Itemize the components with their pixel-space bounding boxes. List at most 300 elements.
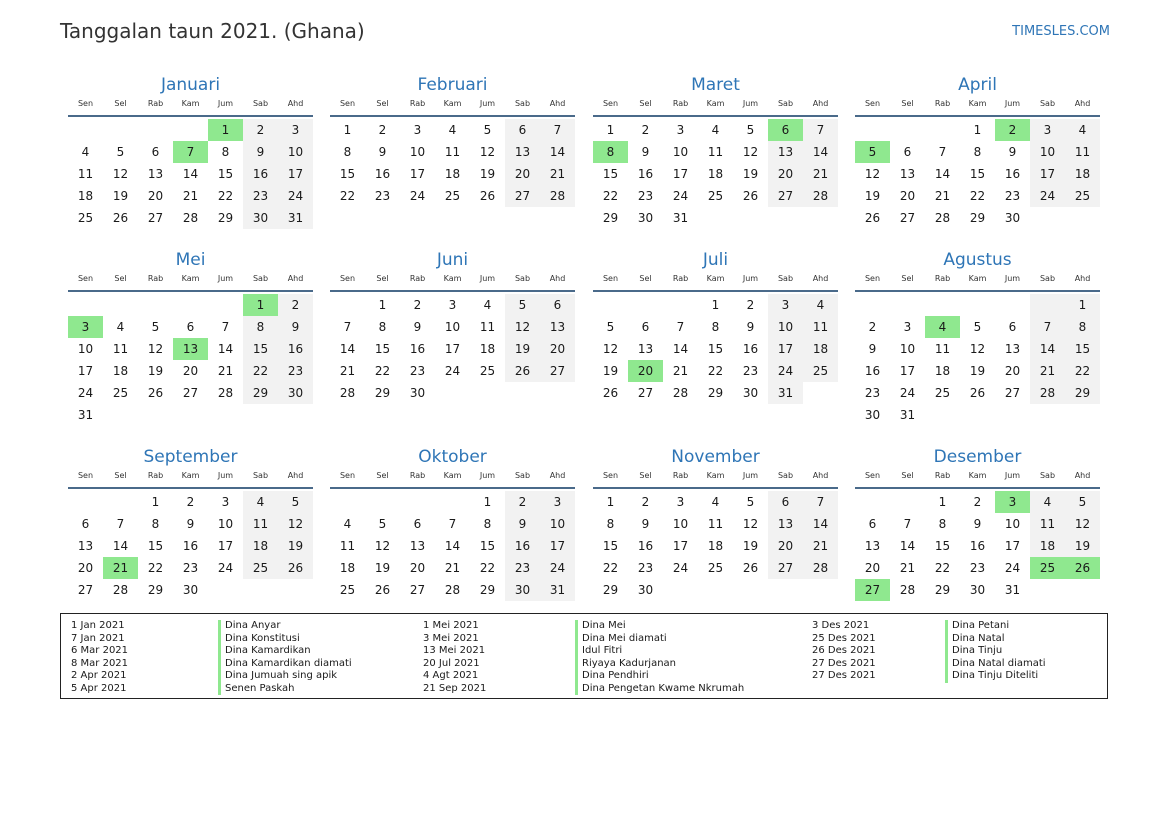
day-cell[interactable]: 16 <box>182 539 199 553</box>
day-cell[interactable]: 29 <box>707 386 724 400</box>
day-cell[interactable]: 13 <box>768 513 803 535</box>
day-cell[interactable]: 12 <box>864 167 881 181</box>
day-cell[interactable]: 14 <box>899 539 916 553</box>
day-cell[interactable]: 10 <box>217 517 234 531</box>
day-cell[interactable]: 30 <box>243 207 278 229</box>
day-cell[interactable]: 6 <box>151 145 160 159</box>
day-cell[interactable]: 12 <box>742 145 759 159</box>
day-cell[interactable]: 15 <box>1065 338 1100 360</box>
day-cell[interactable]: 16 <box>969 539 986 553</box>
holiday-day-cell[interactable]: 20 <box>628 360 663 382</box>
day-cell[interactable]: 21 <box>803 535 838 557</box>
day-cell[interactable]: 26 <box>278 557 313 579</box>
holiday-day-cell[interactable]: 1 <box>243 294 278 316</box>
day-cell[interactable]: 14 <box>803 141 838 163</box>
day-cell[interactable]: 11 <box>112 342 129 356</box>
day-cell[interactable]: 15 <box>243 338 278 360</box>
day-cell[interactable]: 9 <box>973 517 982 531</box>
day-cell[interactable]: 26 <box>742 561 759 575</box>
day-cell[interactable]: 4 <box>711 495 720 509</box>
day-cell[interactable]: 24 <box>899 386 916 400</box>
day-cell[interactable]: 5 <box>746 123 755 137</box>
day-cell[interactable]: 21 <box>1030 360 1065 382</box>
day-cell[interactable]: 7 <box>221 320 230 334</box>
day-cell[interactable]: 28 <box>444 583 461 597</box>
day-cell[interactable]: 28 <box>1030 382 1065 404</box>
day-cell[interactable]: 13 <box>768 141 803 163</box>
day-cell[interactable]: 10 <box>768 316 803 338</box>
day-cell[interactable]: 3 <box>676 123 685 137</box>
day-cell[interactable]: 17 <box>77 364 94 378</box>
day-cell[interactable]: 20 <box>864 561 881 575</box>
holiday-day-cell[interactable]: 3 <box>68 316 103 338</box>
day-cell[interactable]: 23 <box>182 561 199 575</box>
day-cell[interactable]: 27 <box>409 583 426 597</box>
day-cell[interactable]: 21 <box>339 364 356 378</box>
day-cell[interactable]: 3 <box>448 298 457 312</box>
day-cell[interactable]: 26 <box>969 386 986 400</box>
day-cell[interactable]: 12 <box>374 539 391 553</box>
day-cell[interactable]: 2 <box>505 491 540 513</box>
day-cell[interactable]: 26 <box>374 583 391 597</box>
day-cell[interactable]: 4 <box>1030 491 1065 513</box>
day-cell[interactable]: 18 <box>803 338 838 360</box>
day-cell[interactable]: 3 <box>903 320 912 334</box>
day-cell[interactable]: 19 <box>112 189 129 203</box>
day-cell[interactable]: 1 <box>606 495 615 509</box>
day-cell[interactable]: 6 <box>903 145 912 159</box>
day-cell[interactable]: 25 <box>803 360 838 382</box>
day-cell[interactable]: 24 <box>672 189 689 203</box>
day-cell[interactable]: 31 <box>672 211 689 225</box>
day-cell[interactable]: 3 <box>221 495 230 509</box>
day-cell[interactable]: 24 <box>409 189 426 203</box>
day-cell[interactable]: 4 <box>483 298 492 312</box>
day-cell[interactable]: 13 <box>899 167 916 181</box>
day-cell[interactable]: 30 <box>969 583 986 597</box>
day-cell[interactable]: 2 <box>278 294 313 316</box>
site-link[interactable]: TIMESLES.COM <box>1012 24 1110 39</box>
day-cell[interactable]: 10 <box>899 342 916 356</box>
day-cell[interactable]: 30 <box>1004 211 1021 225</box>
day-cell[interactable]: 8 <box>343 145 352 159</box>
day-cell[interactable]: 13 <box>147 167 164 181</box>
day-cell[interactable]: 28 <box>803 185 838 207</box>
day-cell[interactable]: 20 <box>182 364 199 378</box>
day-cell[interactable]: 3 <box>1030 119 1065 141</box>
day-cell[interactable]: 25 <box>707 561 724 575</box>
day-cell[interactable]: 14 <box>339 342 356 356</box>
holiday-day-cell[interactable]: 2 <box>995 119 1030 141</box>
day-cell[interactable]: 20 <box>540 338 575 360</box>
day-cell[interactable]: 16 <box>637 167 654 181</box>
holiday-day-cell[interactable]: 6 <box>768 119 803 141</box>
day-cell[interactable]: 22 <box>217 189 234 203</box>
day-cell[interactable]: 18 <box>707 167 724 181</box>
day-cell[interactable]: 6 <box>505 119 540 141</box>
day-cell[interactable]: 18 <box>707 539 724 553</box>
day-cell[interactable]: 4 <box>1065 119 1100 141</box>
day-cell[interactable]: 16 <box>278 338 313 360</box>
day-cell[interactable]: 28 <box>899 583 916 597</box>
day-cell[interactable]: 9 <box>505 513 540 535</box>
holiday-day-cell[interactable]: 7 <box>173 141 208 163</box>
day-cell[interactable]: 25 <box>1065 185 1100 207</box>
day-cell[interactable]: 9 <box>868 342 877 356</box>
day-cell[interactable]: 9 <box>641 517 650 531</box>
day-cell[interactable]: 19 <box>505 338 540 360</box>
day-cell[interactable]: 27 <box>637 386 654 400</box>
day-cell[interactable]: 17 <box>278 163 313 185</box>
holiday-day-cell[interactable]: 1 <box>208 119 243 141</box>
day-cell[interactable]: 11 <box>1030 513 1065 535</box>
day-cell[interactable]: 12 <box>112 167 129 181</box>
day-cell[interactable]: 6 <box>768 491 803 513</box>
day-cell[interactable]: 10 <box>278 141 313 163</box>
day-cell[interactable]: 8 <box>973 145 982 159</box>
day-cell[interactable]: 12 <box>278 513 313 535</box>
day-cell[interactable]: 13 <box>864 539 881 553</box>
day-cell[interactable]: 5 <box>378 517 387 531</box>
day-cell[interactable]: 7 <box>116 517 125 531</box>
day-cell[interactable]: 15 <box>707 342 724 356</box>
day-cell[interactable]: 27 <box>147 211 164 225</box>
day-cell[interactable]: 16 <box>637 539 654 553</box>
day-cell[interactable]: 17 <box>409 167 426 181</box>
day-cell[interactable]: 12 <box>969 342 986 356</box>
day-cell[interactable]: 22 <box>934 561 951 575</box>
day-cell[interactable]: 5 <box>483 123 492 137</box>
day-cell[interactable]: 9 <box>378 145 387 159</box>
day-cell[interactable]: 18 <box>1030 535 1065 557</box>
day-cell[interactable]: 14 <box>182 167 199 181</box>
day-cell[interactable]: 14 <box>672 342 689 356</box>
day-cell[interactable]: 19 <box>742 167 759 181</box>
day-cell[interactable]: 6 <box>868 517 877 531</box>
day-cell[interactable]: 1 <box>711 298 720 312</box>
day-cell[interactable]: 31 <box>540 579 575 601</box>
day-cell[interactable]: 21 <box>803 163 838 185</box>
day-cell[interactable]: 22 <box>374 364 391 378</box>
day-cell[interactable]: 4 <box>116 320 125 334</box>
day-cell[interactable]: 24 <box>1030 185 1065 207</box>
day-cell[interactable]: 13 <box>1004 342 1021 356</box>
day-cell[interactable]: 29 <box>1065 382 1100 404</box>
day-cell[interactable]: 20 <box>505 163 540 185</box>
day-cell[interactable]: 16 <box>864 364 881 378</box>
day-cell[interactable]: 10 <box>672 145 689 159</box>
day-cell[interactable]: 4 <box>81 145 90 159</box>
day-cell[interactable]: 20 <box>77 561 94 575</box>
day-cell[interactable]: 20 <box>409 561 426 575</box>
day-cell[interactable]: 21 <box>899 561 916 575</box>
day-cell[interactable]: 24 <box>444 364 461 378</box>
day-cell[interactable]: 15 <box>602 539 619 553</box>
day-cell[interactable]: 23 <box>742 364 759 378</box>
day-cell[interactable]: 1 <box>378 298 387 312</box>
day-cell[interactable]: 27 <box>899 211 916 225</box>
day-cell[interactable]: 23 <box>864 386 881 400</box>
day-cell[interactable]: 14 <box>444 539 461 553</box>
holiday-day-cell[interactable]: 21 <box>103 557 138 579</box>
day-cell[interactable]: 7 <box>903 517 912 531</box>
day-cell[interactable]: 10 <box>1030 141 1065 163</box>
day-cell[interactable]: 19 <box>742 539 759 553</box>
day-cell[interactable]: 20 <box>1004 364 1021 378</box>
day-cell[interactable]: 21 <box>672 364 689 378</box>
day-cell[interactable]: 21 <box>540 163 575 185</box>
day-cell[interactable]: 7 <box>1030 316 1065 338</box>
day-cell[interactable]: 3 <box>676 495 685 509</box>
day-cell[interactable]: 17 <box>1004 539 1021 553</box>
day-cell[interactable]: 23 <box>278 360 313 382</box>
day-cell[interactable]: 17 <box>672 539 689 553</box>
day-cell[interactable]: 3 <box>413 123 422 137</box>
day-cell[interactable]: 20 <box>147 189 164 203</box>
day-cell[interactable]: 26 <box>479 189 496 203</box>
day-cell[interactable]: 4 <box>711 123 720 137</box>
day-cell[interactable]: 23 <box>409 364 426 378</box>
day-cell[interactable]: 23 <box>374 189 391 203</box>
day-cell[interactable]: 6 <box>81 517 90 531</box>
day-cell[interactable]: 17 <box>444 342 461 356</box>
day-cell[interactable]: 11 <box>77 167 94 181</box>
day-cell[interactable]: 9 <box>243 141 278 163</box>
day-cell[interactable]: 11 <box>707 517 724 531</box>
day-cell[interactable]: 13 <box>540 316 575 338</box>
day-cell[interactable]: 2 <box>641 495 650 509</box>
day-cell[interactable]: 10 <box>409 145 426 159</box>
day-cell[interactable]: 30 <box>409 386 426 400</box>
day-cell[interactable]: 18 <box>1065 163 1100 185</box>
day-cell[interactable]: 8 <box>221 145 230 159</box>
day-cell[interactable]: 23 <box>969 561 986 575</box>
day-cell[interactable]: 14 <box>540 141 575 163</box>
day-cell[interactable]: 29 <box>243 382 278 404</box>
day-cell[interactable]: 8 <box>711 320 720 334</box>
day-cell[interactable]: 5 <box>746 495 755 509</box>
day-cell[interactable]: 1 <box>606 123 615 137</box>
day-cell[interactable]: 19 <box>969 364 986 378</box>
day-cell[interactable]: 17 <box>672 167 689 181</box>
day-cell[interactable]: 7 <box>938 145 947 159</box>
day-cell[interactable]: 16 <box>243 163 278 185</box>
day-cell[interactable]: 2 <box>868 320 877 334</box>
day-cell[interactable]: 1 <box>343 123 352 137</box>
day-cell[interactable]: 29 <box>602 211 619 225</box>
day-cell[interactable]: 27 <box>768 185 803 207</box>
day-cell[interactable]: 30 <box>637 583 654 597</box>
day-cell[interactable]: 18 <box>243 535 278 557</box>
day-cell[interactable]: 17 <box>1030 163 1065 185</box>
holiday-day-cell[interactable]: 27 <box>855 579 890 601</box>
holiday-day-cell[interactable]: 25 <box>1030 557 1065 579</box>
day-cell[interactable]: 5 <box>151 320 160 334</box>
day-cell[interactable]: 11 <box>444 145 461 159</box>
day-cell[interactable]: 4 <box>343 517 352 531</box>
day-cell[interactable]: 25 <box>77 211 94 225</box>
day-cell[interactable]: 29 <box>147 583 164 597</box>
holiday-day-cell[interactable]: 4 <box>925 316 960 338</box>
day-cell[interactable]: 15 <box>217 167 234 181</box>
day-cell[interactable]: 6 <box>413 517 422 531</box>
day-cell[interactable]: 26 <box>742 189 759 203</box>
day-cell[interactable]: 24 <box>278 185 313 207</box>
day-cell[interactable]: 28 <box>112 583 129 597</box>
day-cell[interactable]: 7 <box>540 119 575 141</box>
day-cell[interactable]: 16 <box>505 535 540 557</box>
day-cell[interactable]: 1 <box>151 495 160 509</box>
day-cell[interactable]: 27 <box>768 557 803 579</box>
day-cell[interactable]: 6 <box>1008 320 1017 334</box>
day-cell[interactable]: 25 <box>934 386 951 400</box>
day-cell[interactable]: 18 <box>444 167 461 181</box>
day-cell[interactable]: 10 <box>540 513 575 535</box>
day-cell[interactable]: 20 <box>768 163 803 185</box>
holiday-day-cell[interactable]: 13 <box>173 338 208 360</box>
day-cell[interactable]: 11 <box>1065 141 1100 163</box>
day-cell[interactable]: 30 <box>182 583 199 597</box>
day-cell[interactable]: 24 <box>217 561 234 575</box>
day-cell[interactable]: 8 <box>483 517 492 531</box>
day-cell[interactable]: 27 <box>182 386 199 400</box>
day-cell[interactable]: 22 <box>243 360 278 382</box>
day-cell[interactable]: 17 <box>899 364 916 378</box>
day-cell[interactable]: 25 <box>707 189 724 203</box>
day-cell[interactable]: 5 <box>505 294 540 316</box>
day-cell[interactable]: 25 <box>339 583 356 597</box>
day-cell[interactable]: 30 <box>278 382 313 404</box>
day-cell[interactable]: 12 <box>147 342 164 356</box>
day-cell[interactable]: 22 <box>479 561 496 575</box>
day-cell[interactable]: 26 <box>147 386 164 400</box>
day-cell[interactable]: 4 <box>803 294 838 316</box>
day-cell[interactable]: 5 <box>1065 491 1100 513</box>
day-cell[interactable]: 25 <box>444 189 461 203</box>
day-cell[interactable]: 31 <box>899 408 916 422</box>
day-cell[interactable]: 1 <box>1065 294 1100 316</box>
day-cell[interactable]: 17 <box>217 539 234 553</box>
day-cell[interactable]: 13 <box>505 141 540 163</box>
day-cell[interactable]: 8 <box>378 320 387 334</box>
day-cell[interactable]: 11 <box>479 320 496 334</box>
day-cell[interactable]: 12 <box>602 342 619 356</box>
day-cell[interactable]: 15 <box>479 539 496 553</box>
day-cell[interactable]: 8 <box>1065 316 1100 338</box>
day-cell[interactable]: 31 <box>1004 583 1021 597</box>
day-cell[interactable]: 10 <box>444 320 461 334</box>
day-cell[interactable]: 31 <box>278 207 313 229</box>
day-cell[interactable]: 1 <box>483 495 492 509</box>
day-cell[interactable]: 23 <box>637 561 654 575</box>
holiday-day-cell[interactable]: 26 <box>1065 557 1100 579</box>
day-cell[interactable]: 27 <box>1004 386 1021 400</box>
day-cell[interactable]: 16 <box>1004 167 1021 181</box>
day-cell[interactable]: 9 <box>186 517 195 531</box>
day-cell[interactable]: 26 <box>112 211 129 225</box>
day-cell[interactable]: 7 <box>803 119 838 141</box>
day-cell[interactable]: 8 <box>606 517 615 531</box>
day-cell[interactable]: 15 <box>147 539 164 553</box>
day-cell[interactable]: 14 <box>112 539 129 553</box>
day-cell[interactable]: 22 <box>1065 360 1100 382</box>
day-cell[interactable]: 5 <box>278 491 313 513</box>
day-cell[interactable]: 22 <box>602 561 619 575</box>
day-cell[interactable]: 8 <box>243 316 278 338</box>
day-cell[interactable]: 19 <box>602 364 619 378</box>
day-cell[interactable]: 13 <box>637 342 654 356</box>
day-cell[interactable]: 13 <box>77 539 94 553</box>
day-cell[interactable]: 23 <box>243 185 278 207</box>
day-cell[interactable]: 28 <box>182 211 199 225</box>
day-cell[interactable]: 28 <box>803 557 838 579</box>
day-cell[interactable]: 2 <box>243 119 278 141</box>
day-cell[interactable]: 16 <box>742 342 759 356</box>
day-cell[interactable]: 2 <box>378 123 387 137</box>
day-cell[interactable]: 7 <box>803 491 838 513</box>
day-cell[interactable]: 20 <box>899 189 916 203</box>
day-cell[interactable]: 9 <box>641 145 650 159</box>
day-cell[interactable]: 1 <box>973 123 982 137</box>
day-cell[interactable]: 27 <box>505 185 540 207</box>
day-cell[interactable]: 25 <box>479 364 496 378</box>
day-cell[interactable]: 28 <box>672 386 689 400</box>
day-cell[interactable]: 20 <box>768 535 803 557</box>
day-cell[interactable]: 14 <box>217 342 234 356</box>
day-cell[interactable]: 26 <box>602 386 619 400</box>
day-cell[interactable]: 6 <box>641 320 650 334</box>
day-cell[interactable]: 17 <box>540 535 575 557</box>
day-cell[interactable]: 29 <box>934 583 951 597</box>
day-cell[interactable]: 31 <box>77 408 94 422</box>
holiday-day-cell[interactable]: 5 <box>855 141 890 163</box>
holiday-day-cell[interactable]: 8 <box>593 141 628 163</box>
day-cell[interactable]: 8 <box>151 517 160 531</box>
day-cell[interactable]: 24 <box>672 561 689 575</box>
day-cell[interactable]: 30 <box>637 211 654 225</box>
day-cell[interactable]: 21 <box>182 189 199 203</box>
day-cell[interactable]: 26 <box>505 360 540 382</box>
day-cell[interactable]: 11 <box>339 539 356 553</box>
day-cell[interactable]: 19 <box>1065 535 1100 557</box>
day-cell[interactable]: 16 <box>374 167 391 181</box>
day-cell[interactable]: 14 <box>934 167 951 181</box>
day-cell[interactable]: 28 <box>540 185 575 207</box>
day-cell[interactable]: 17 <box>768 338 803 360</box>
day-cell[interactable]: 7 <box>676 320 685 334</box>
day-cell[interactable]: 25 <box>112 386 129 400</box>
day-cell[interactable]: 28 <box>217 386 234 400</box>
day-cell[interactable]: 22 <box>602 189 619 203</box>
day-cell[interactable]: 18 <box>339 561 356 575</box>
day-cell[interactable]: 11 <box>934 342 951 356</box>
day-cell[interactable]: 9 <box>278 316 313 338</box>
day-cell[interactable]: 12 <box>479 145 496 159</box>
day-cell[interactable]: 18 <box>479 342 496 356</box>
day-cell[interactable]: 30 <box>864 408 881 422</box>
day-cell[interactable]: 11 <box>243 513 278 535</box>
day-cell[interactable]: 9 <box>413 320 422 334</box>
day-cell[interactable]: 9 <box>746 320 755 334</box>
day-cell[interactable]: 2 <box>413 298 422 312</box>
day-cell[interactable]: 11 <box>707 145 724 159</box>
day-cell[interactable]: 22 <box>969 189 986 203</box>
day-cell[interactable]: 12 <box>742 517 759 531</box>
day-cell[interactable]: 24 <box>77 386 94 400</box>
day-cell[interactable]: 12 <box>1065 513 1100 535</box>
day-cell[interactable]: 1 <box>938 495 947 509</box>
day-cell[interactable]: 28 <box>934 211 951 225</box>
